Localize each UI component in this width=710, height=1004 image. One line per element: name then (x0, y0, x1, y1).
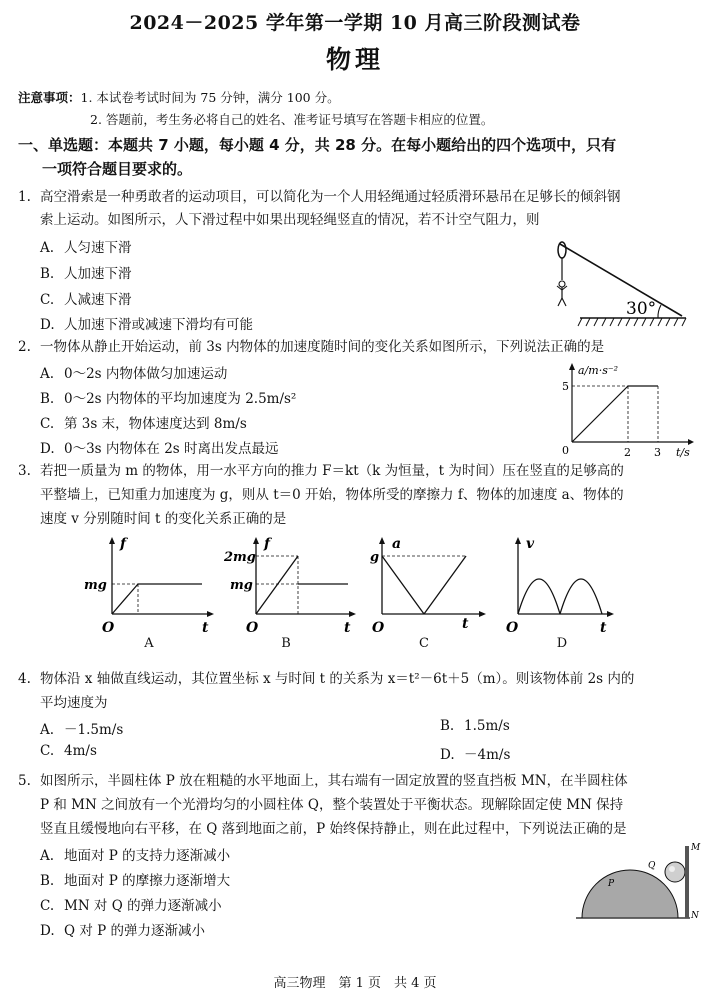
label-p: P (608, 879, 615, 889)
y-axis-label: f (120, 536, 127, 552)
option-letter: B. (40, 391, 55, 407)
y-axis-label: v (526, 536, 535, 552)
option-letter: B. (40, 266, 55, 282)
question-text: 物体沿 x 轴做直线运动，其位置坐标 x 与时间 t 的关系为 x＝t²－6t＋5（m）。则该物体前 2s 内的 (40, 671, 635, 687)
option-letter: D. (40, 441, 55, 457)
subject-title: 物理 (325, 45, 384, 74)
option-a[interactable] (40, 236, 132, 256)
option-text: 0～3s 内物体在 2s 时离出发点最远 (64, 441, 279, 457)
question-number: 2. (18, 339, 31, 355)
option-d[interactable] (40, 437, 279, 457)
g-label: g (370, 550, 380, 565)
question-1 (18, 186, 694, 209)
option-text: －4m/s (464, 747, 511, 763)
question-text: 平均速度为 (40, 695, 108, 711)
graph-a (80, 534, 220, 634)
question-text: P 和 MN 之间放有一个光滑均匀的小圆柱体 Q，整个装置处于平衡状态。现解除固定使 MN 保持 (40, 797, 624, 813)
angle-label: 30° (626, 299, 657, 319)
option-text: Q 对 P 的弹力逐渐减小 (64, 923, 206, 939)
page-footer: 高三物理 第 1 页 共 4 页 (273, 976, 437, 991)
option-c[interactable] (40, 743, 97, 759)
option-letter: C. (40, 416, 55, 432)
option-b[interactable] (40, 262, 132, 282)
question-text: 一物体从静止开始运动，前 3s 内物体的加速度随时间的变化关系如图所示，下列说法正确的是 (40, 339, 605, 355)
option-a[interactable] (40, 718, 123, 738)
option-text: 第 3s 末，物体速度达到 8m/s (64, 416, 247, 432)
option-text: 1.5m/s (464, 718, 510, 734)
option-text: 0～2s 内物体做匀加速运动 (64, 366, 228, 382)
question-text: 索上运动。如图所示，人下滑过程中如果出现轻绳竖直的情况，若不计空气阻力，则 (40, 212, 540, 228)
section-heading-cont: 一项符合题目要求的。 (42, 160, 193, 178)
x-axis-label: t (600, 620, 607, 634)
label-n: N (691, 911, 699, 921)
option-text: 人减速下滑 (64, 292, 132, 308)
option-b[interactable] (40, 387, 296, 407)
option-letter: D. (40, 923, 55, 939)
option-letter: C. (40, 743, 55, 759)
graph-c (364, 534, 494, 634)
notice-line-2 (90, 110, 493, 128)
option-text: －1.5m/s (64, 722, 124, 738)
notice-item: 2. 答题前，考生务必将自己的姓名、准考证号填写在答题卡相应的位置。 (90, 112, 494, 127)
question-number: 4. (18, 671, 31, 687)
option-c[interactable] (40, 412, 247, 432)
x-axis-label: t (202, 620, 209, 634)
question-5 (18, 770, 694, 793)
x-axis-label: t (344, 620, 351, 634)
section-heading: 一、单选题：本题共 7 小题，每小题 4 分，共 28 分。在每小题给出的四个选项中，只有 (18, 136, 617, 154)
option-b[interactable] (440, 718, 510, 734)
option-d[interactable] (440, 743, 510, 763)
option-letter: D. (440, 747, 455, 763)
question-text: 如图所示，半圆柱体 P 放在粗糙的水平地面上，其右端有一固定放置的竖直挡板 MN，在半圆柱体 (40, 773, 628, 789)
option-letter: B. (40, 873, 55, 889)
option-letter: A. (40, 240, 55, 256)
question-number: 5. (18, 773, 31, 789)
question-4 (18, 668, 694, 691)
zipline-figure (540, 236, 690, 332)
origin-label: O (102, 620, 115, 634)
origin-label: 0 (562, 444, 569, 457)
notice-item: 1. 本试卷考试时间为 75 分钟，满分 100 分。 (80, 90, 340, 105)
question-text: 竖直且缓慢地向右平移，在 Q 落到地面之前，P 始终保持静止，则在此过程中，下列说法正确的是 (40, 821, 627, 837)
option-text: 0～2s 内物体的平均加速度为 2.5m/s² (64, 391, 297, 407)
x-axis-label: t (462, 616, 469, 632)
option-letter: B. (440, 718, 455, 734)
option-text: MN 对 Q 的弹力逐渐减小 (64, 898, 222, 914)
option-d[interactable] (40, 919, 205, 939)
notice-label: 注意事项： (18, 90, 81, 105)
option-c[interactable] (40, 894, 222, 914)
2mg-label: 2mg (224, 550, 256, 565)
option-letter: A. (40, 722, 55, 738)
graph-caption: A (144, 636, 154, 651)
question-3 (18, 460, 694, 483)
x-tick-2: 2 (624, 446, 631, 459)
origin-label: O (246, 620, 259, 634)
option-letter: A. (40, 848, 55, 864)
notice-line-1 (18, 88, 340, 106)
y-axis-label: a/m·s⁻² (578, 364, 619, 377)
option-letter: C. (40, 292, 55, 308)
origin-label: O (372, 620, 385, 634)
option-letter: D. (40, 317, 55, 333)
label-m: M (691, 843, 701, 853)
question-2 (18, 336, 694, 359)
graph-caption: B (281, 636, 291, 651)
graph-d (500, 534, 620, 634)
option-text: 地面对 P 的摩擦力逐渐增大 (64, 873, 231, 889)
exam-title: 2024－2025 学年第一学期 10 月高三阶段测试卷 (129, 12, 581, 34)
question-text: 平整墙上，已知重力加速度为 g，则从 t＝0 开始，物体所受的摩擦力 f、物体的加速度 a、物体的 (40, 487, 624, 503)
mg-label: mg (84, 578, 107, 593)
mg-label: mg (230, 578, 253, 593)
option-text: 人加速下滑或减速下滑均有可能 (64, 317, 253, 333)
question-text: 高空滑索是一种勇敢者的运动项目，可以简化为一个人用轻绳通过轻质滑环悬吊在足够长的倾斜钢 (40, 189, 621, 205)
graph-caption: D (556, 636, 568, 651)
y-tick-5: 5 (562, 380, 569, 393)
label-q: Q (648, 861, 656, 871)
y-axis-label: f (264, 536, 271, 552)
option-letter: A. (40, 366, 55, 382)
option-a[interactable] (40, 844, 230, 864)
origin-label: O (506, 620, 519, 634)
option-text: 人匀速下滑 (64, 240, 132, 256)
option-text: 人加速下滑 (64, 266, 132, 282)
graph-b (222, 534, 362, 634)
graph-caption: C (419, 636, 429, 651)
y-axis-label: a (392, 536, 402, 552)
semicylinder-figure (572, 838, 702, 928)
option-d[interactable] (40, 313, 253, 333)
x-axis-label: t/s (676, 446, 690, 459)
question-number: 1. (18, 189, 31, 205)
question-text: 速度 v 分别随时间 t 的变化关系正确的是 (40, 511, 287, 527)
question-number: 3. (18, 463, 31, 479)
option-text: 地面对 P 的支持力逐渐减小 (64, 848, 231, 864)
question-text: 若把一质量为 m 的物体，用一水平方向的推力 F＝kt（k 为恒量，t 为时间）压在竖直的足够高的 (40, 463, 624, 479)
option-a[interactable] (40, 362, 227, 382)
option-b[interactable] (40, 869, 230, 889)
option-letter: C. (40, 898, 55, 914)
acceleration-graph (552, 360, 702, 460)
x-tick-3: 3 (654, 446, 661, 459)
option-text: 4m/s (64, 743, 97, 759)
option-c[interactable] (40, 288, 132, 308)
